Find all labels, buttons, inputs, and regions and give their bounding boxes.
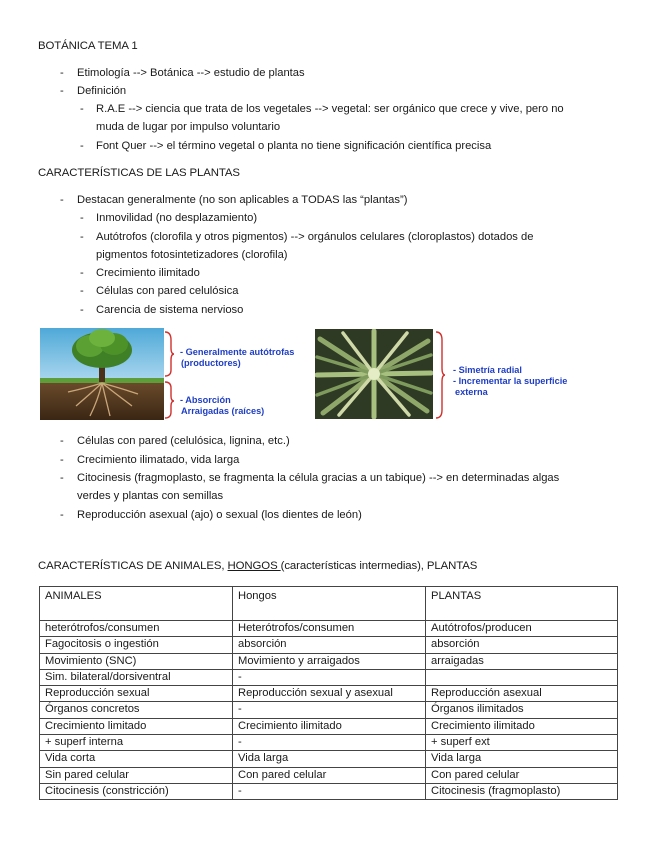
- list-item: Crecimiento ilimitado: [96, 267, 200, 279]
- table-row: [40, 767, 618, 783]
- table-cell: + superf ext: [426, 735, 618, 751]
- list-item: Citocinesis (fragmoplasto, se fragmenta la célula gracias a un tabique) --> en determinadas algas: [77, 472, 560, 484]
- table-row: [40, 735, 618, 751]
- agave-plant-image: [315, 329, 433, 419]
- table-cell: Fagocitosis o ingestión: [40, 637, 233, 653]
- table-cell: Reproducción sexual y asexual: [233, 686, 426, 702]
- list-item: Font Quer --> el término vegetal o planta no tiene significación científica precisa: [96, 140, 492, 152]
- bullet-dash: -: [80, 231, 84, 243]
- table-cell: Crecimiento limitado: [40, 718, 233, 734]
- table-row: [40, 783, 618, 799]
- list-item: Células con pared celulósica: [96, 285, 239, 297]
- table-header-row: [40, 587, 618, 621]
- tree-with-roots-image: [40, 328, 164, 420]
- table-header-cell: ANIMALES: [40, 587, 233, 621]
- table-cell: [426, 669, 618, 685]
- table-cell: absorción: [426, 637, 618, 653]
- table-cell: Sin pared celular: [40, 767, 233, 783]
- table-cell: absorción: [233, 637, 426, 653]
- bullet-dash: -: [80, 285, 84, 297]
- table-header-cell: PLANTAS: [426, 587, 618, 621]
- table-cell: Vida larga: [426, 751, 618, 767]
- table-cell: Movimiento y arraigados: [233, 653, 426, 669]
- bullet-dash: -: [80, 304, 84, 316]
- list-item-continuation: verdes y plantas con semillas: [77, 490, 224, 502]
- table-cell: Heterótrofos/consumen: [233, 621, 426, 637]
- table-cell: heterótrofos/consumen: [40, 621, 233, 637]
- list-item: Etimología --> Botánica --> estudio de plantas: [77, 67, 305, 79]
- bullet-dash: -: [80, 267, 84, 279]
- list-item: Destacan generalmente (no son aplicables a TODAS las “plantas”): [77, 194, 408, 206]
- figure-label: (productores): [181, 358, 241, 368]
- figure-label: - Simetría radial: [453, 365, 522, 375]
- bullet-dash: -: [60, 85, 64, 97]
- bullet-dash: -: [60, 67, 64, 79]
- table-row: [40, 686, 618, 702]
- table-cell: Crecimiento ilimitado: [233, 718, 426, 734]
- table-row: [40, 718, 618, 734]
- table-cell: Con pared celular: [426, 767, 618, 783]
- list-item: Carencia de sistema nervioso: [96, 304, 244, 316]
- list-item: Inmovilidad (no desplazamiento): [96, 212, 258, 224]
- bullet-dash: -: [80, 103, 84, 115]
- comparison-table: [39, 586, 618, 800]
- bracket-shape: [434, 330, 446, 420]
- bullet-dash: -: [60, 435, 64, 447]
- table-cell: Reproducción sexual: [40, 686, 233, 702]
- table-cell: + superf interna: [40, 735, 233, 751]
- list-item-continuation: muda de lugar por impulso voluntario: [96, 121, 281, 133]
- section-heading: [38, 560, 477, 572]
- figure-label: Arraigadas (raíces): [181, 406, 265, 416]
- table-cell: Con pared celular: [233, 767, 426, 783]
- section-heading-underlined: HONGOS: [227, 560, 281, 572]
- table-cell: Órganos concretos: [40, 702, 233, 718]
- table-cell: -: [233, 735, 426, 751]
- bullet-dash: -: [80, 212, 84, 224]
- table-cell: Órganos ilimitados: [426, 702, 618, 718]
- list-item-continuation: pigmentos fotosintetizadores (clorofila): [96, 249, 288, 261]
- table-row: [40, 621, 618, 637]
- list-item: Definición: [77, 85, 127, 97]
- section-heading-part: (características intermedias), PLANTAS: [280, 560, 478, 572]
- list-item: R.A.E --> ciencia que trata de los vegetales --> vegetal: ser orgánico que crece y vive, pero no: [96, 103, 564, 115]
- bracket-shape: [163, 330, 175, 420]
- table-cell: Citocinesis (fragmoplasto): [426, 783, 618, 799]
- bullet-dash: -: [80, 140, 84, 152]
- figure-label: externa: [455, 387, 488, 397]
- table-cell: arraigadas: [426, 653, 618, 669]
- figure-label: - Absorción: [180, 395, 231, 405]
- table-cell: -: [233, 669, 426, 685]
- table-cell: Sim. bilateral/dorsiventral: [40, 669, 233, 685]
- table-header-cell: Hongos: [233, 587, 426, 621]
- table-cell: Vida corta: [40, 751, 233, 767]
- section-heading-part: CARACTERÍSTICAS DE ANIMALES,: [38, 560, 228, 572]
- figure-label: - Incrementar la superficie: [453, 376, 568, 386]
- table-row: [40, 751, 618, 767]
- bullet-dash: -: [60, 509, 64, 521]
- table-cell: Reproducción asexual: [426, 686, 618, 702]
- table-cell: Vida larga: [233, 751, 426, 767]
- table-row: [40, 653, 618, 669]
- table-row: [40, 702, 618, 718]
- bullet-dash: -: [60, 454, 64, 466]
- document-title: BOTÁNICA TEMA 1: [38, 40, 138, 52]
- list-item: Reproducción asexual (ajo) o sexual (los dientes de león): [77, 509, 362, 521]
- table-cell: Autótrofos/producen: [426, 621, 618, 637]
- table-row: [40, 669, 618, 685]
- section-heading: CARACTERÍSTICAS DE LAS PLANTAS: [38, 167, 240, 179]
- table-cell: Citocinesis (constricción): [40, 783, 233, 799]
- bullet-dash: -: [60, 472, 64, 484]
- list-item: Autótrofos (clorofila y otros pigmentos) --> orgánulos celulares (cloroplastos) dotados de: [96, 231, 534, 243]
- bullet-dash: -: [60, 194, 64, 206]
- table-cell: Movimiento (SNC): [40, 653, 233, 669]
- list-item: Crecimiento ilimatado, vida larga: [77, 454, 240, 466]
- table-cell: Crecimiento ilimitado: [426, 718, 618, 734]
- list-item: Células con pared (celulósica, lignina, etc.): [77, 435, 290, 447]
- figure-label: - Generalmente autótrofas: [180, 347, 295, 357]
- table-row: [40, 637, 618, 653]
- table-cell: -: [233, 783, 426, 799]
- table-cell: -: [233, 702, 426, 718]
